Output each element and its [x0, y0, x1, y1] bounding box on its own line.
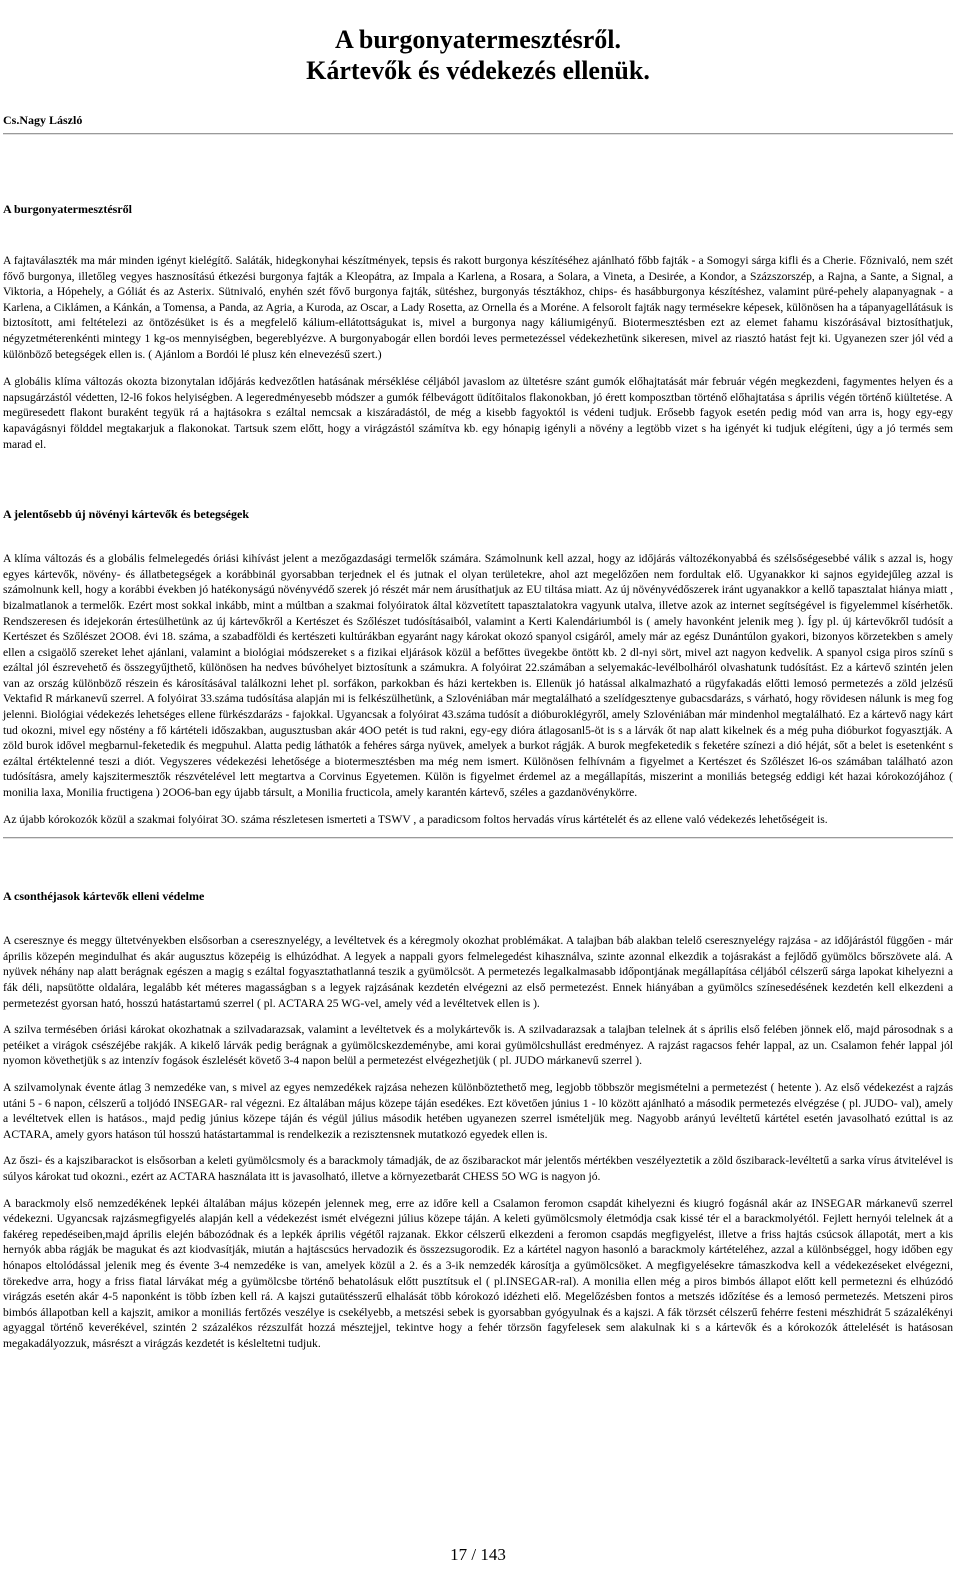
- paragraph: Az őszi- és a kajszibarackot is elsősorban a keleti gyümölcsmoly és a barackmoly támadják, de az őszibarackot már jelentős mértékben veszélyeztetik a zöld őszibarack-levéltetű a sarka vírus átvitelével is súlyos károkat tud okozni., ezért az ACTARA használata itt is javasolható, illetve a környezetbarát CHESS 5O WG is nagyon jó.: [3, 1154, 953, 1183]
- section-stone-fruit: [3, 889, 953, 1351]
- document-page: [3, 0, 953, 1351]
- document-title: [3, 24, 953, 86]
- paragraph: A klíma változás és a globális felmelegedés óriási kihívást jelent a mezőgazdasági termelők számára. Számolnunk kell azzal, hogy az időjárás változékonyabbá és szélsőségesebbé válik s azzal is, hogy egyes kártevők, növény- és állatbetegségek a korábbinál gyorsabban terjednek el és jutnak el olyan területekre, ahol azt megelőzően nem fordultak elő. Ugyanakkor ki sajnos egyidejűleg azzal is számolnunk kell, hogy a korábbi években jó hatékonyságú növényvédő szerek jó részét már nem árusíthatjuk az EU tiltása miatt. Az új növényvédőszerek iránt ugyanakkor a kellő tapasztalat hiánya miatt , bizalmatlanok a termelők. Ezért most sokkal inkább, mint a múltban a szakmai folyóiratok által közvetített tapasztalatokra vagyunk utalva, illetve azok az internet segítségével is figyelemmel kísérhetők. Rendszeresen és idejekorán értesülhetünk az új kártevőkről a Kertészet és Szőlészet tudósításaiból, valamint a Kerti Kalendáriumból is ( amely havonként jelenik meg ). Így pl. új kártevőkről tudósít a Kertészet és Szőlészet 2OO8. évi 18. száma, a szabadföldi és kertészeti kultúrákban egyaránt nagy károkat okozó spanyol csigáról, amely már az egész Dunántúlon gyakori, bizonyos körzetekben s amely ellen a csigaölő szereket lehet ajánlani, valamint a biológiai módszereket s a fizikai eljárások közül a befőttes üvegekbe öntött kb. 2 dl-nyi sört, mivel azt nagyon kedvelik. A spanyol csiga piros színű s ezáltal jól észrevehető és összegyűjthető, különösen ha nedves búvóhelyet biztosítunk a számukra. A folyóirat 22.számában a selyemakác-levélbolháról olvashatunk tudósítást. Ez a kártevő szintén jelen van az ország különböző részein és károsításával találkozni lehet pl. sorfákon, parkokban és házi kertekben is. Ellenük jó hatással alkalmazható a rügyfakadás előtti lemosó permetezés a zöld jelzésű Vektafid R márkanevű szerrel. A folyóirat 33.száma tudósítása alapján mi is felkészülhetünk, a Szlovéniában már megtalálható a szelídgesztenye gubacsdarázs, s várható, hogy rövidesen nálunk is meg fog jelenni. Biológiai védekezés lehetséges ellene fürkészdarázs - fajokkal. Ugyancsak a folyóirat 43.száma tudósít a dióburoklégyről, amely Szlovéniában már mindenhol megtalálható. Ez a kártevő nagy kárt tud okozni, mivel egy nőstény a fő kártételi időszakban, augusztusban akár 4OO petét is tud rakni, egy-egy dióra átlagosanl5-öt is s a lárvák őt nap alatt kikelnek és a még puha dióburkot fogyasztják. A zöld burok idővel megbarnul-feketedik és megpuhul. Alatta pedig láthatók a fehéres sárga nyüvek, amelyek a burkot rágják. A burok megfeketedik s feketére színezi a dió héját, sőt a belet is esetenként s ezáltal értéktelenné teszi a diót. Vegyszeres védekezési lehetősége a biotermesztésben ma még nem ismert. Különösen felhívnám a figyelmet a Kertészet és Szőlészet l6-os számában található azon tudósításra, amely kajszitermesztők részvételével lett megtartva a Corvinus Egyetemen. Külön is figyelmet érdemel az a megállapítás, miszerint a moniliás betegség eddigi két hazai kórokozójához ( monilia laxa, Monilia fructigena ) 2OO6-ban egy újabb társult, a Monilia fructicola, amely karantén kártevő, széles a gazdanövénykörre.: [3, 552, 953, 800]
- section-heading: A burgonyatermesztésről: [3, 202, 132, 216]
- paragraph: A fajtaválaszték ma már minden igényt kielégítő. Saláták, hidegkonyhai készítmények, tepsis és rakott burgonya készítéséhez ajánlható főbb fajták - a Somogyi sárga kifli és a Cherie. Főznivaló, nem szét fővő burgonya, illetőleg vegyes hasznosítású étkezési burgonya fajták a Kleopátra, az Impala a Karlena, a Rosara, a Solara, a Vineta, a Desirée, a Kondor, a Százszorszép, a Rajna, a Sante, a Signal, a Viktoria, a Hópehely, a Góliát és az Asterix. Sütnivaló, enyhén szét fővő burgonya fajták, sütéshez, burgonyás tésztákhoz, chips- és hasábburgonya készítéshez, valamint püré-pehely alapanyagnak - a Karlena, a Ciklámen, a Kánkán, a Tomensa, a Panda, az Agria, a Kuroda, az Oscar, a Lady Rosetta, az Ornella és a Moréne. A felsorolt fajták nagy termésekre képesek, különösen ha a tápanyagellátásuk is biztosított, ami feltételezi az öntözésüket is és a megfelelő kálium-ellátottságukat is, mivel a burgonya nagy káliumigényű. Biotermesztésben ezt az elemet fahamu kiszórásával biztosíthatjuk, négyzetméterenkénti mintegy 1 kg-os mennyiségben, begereblyézve. A burgonyabogár ellen bordói leves permetezéssel védekezhetünk sikeresen, mivel az riasztó hatást fejt ki. Ugyanezen szer jól véd a különböző betegségek ellen is. ( Ajánlom a Bordói lé plusz kén elnevezésű szert.): [3, 254, 953, 361]
- paragraph: A szilva termésében óriási károkat okozhatnak a szilvadarazsak, valamint a levéltetvek és a molykártevők is. A szilvadarazsak a talajban telelnek át s április első felében jönnek elő, majd párosodnak s a petéiket a virágok csészéjébe rakják. A kikelő lárvák pedig berágnak a gyümölcskezdeménybe, ami korai gyümölcshullást eredményez. A rajzást ragacsos fehér lappal, az un. Csalamon fehér lappal jól nyomon követhetjük s az intenzív fogások észlelését követő 3-4 napon belül a permetezést elvégezhetjük ( pl. JUDO márkanevű szerrel ).: [3, 1023, 953, 1068]
- paragraph: A globális klíma változás okozta bizonytalan időjárás kedvezőtlen hatásának mérséklése céljából javaslom az ültetésre szánt gumók előhajtatását már február végén megkezdeni, fagymentes helyen és a napsugárzástól védetten, l2-l6 fokos helyiségben. A legeredményesebb módszer a gumók félbevágott üdítőitalos flakonokban, jó érett komposztban történő előhajtatása s április végén történő kiültetése. A megüresedett flakont buraként tegyük rá a hajtásokra s ezáltal nemcsak a kiszáradástól, de még a kisebb fagyoktól is védeni tudjuk. Erősebb fagyok esetén pedig mód van arra is, hogy egy-egy kapavágásnyi földdel megtakarjuk a flakonokat. Tartsuk szem előtt, hogy a virágzástól számítva kb. egy hónapig igényli a növény a legtöbb vizet s ha igényét ki tudjuk elégíteni, úgy a jó termés sem marad el.: [3, 375, 953, 451]
- divider: [3, 837, 953, 839]
- title-line-2: Kártevők és védekezés ellenük.: [306, 56, 650, 85]
- author-name: Cs.Nagy László: [3, 113, 83, 127]
- paragraph: A szilvamolynak évente átlag 3 nemzedéke van, s mivel az egyes nemzedékek rajzása nehezen különböztethető meg, legjobb többször megismételni a permetezést ( hetente ). Az első védekezést a rajzás utáni 5 - 6 napon, célszerű a toljódó INSEGAR- ral végezni. Ez általában május közepe táján esedékes. Ezt követően június 1 - l0 között ajánlható a második permetezés elvégzése ( pl. JUDO- val), amely a levéltetvek ellen is hatásos., majd pedig június közepe táján és végül július második hetében ugyanezen szerrel ismételjük meg. Nagyobb arányú levéltetű kártétel esetén javasolható ezúttal is az ACTARA, amely gyors hatáson túl hosszú hatástartammal is rendelkezik a rezisztensnek mutatkozó egyedek ellen is.: [3, 1080, 953, 1141]
- paragraph: A cseresznye és meggy ültetvényekben elsősorban a cseresznyelégy, a levéltetvek és a kéregmoly okozhat problémákat. A talajban báb alakban telelő cseresznyelégy rajzása - az időjárástól függően - már április közepén megindulhat és akár augusztus közepéig is elhúzódhat. A legyek a nappali gyors felmelegedést kihasználva, szinte azonnal elkezdik a tojásrakást a fejlődő gyümölcs bőrszövete alá. A nyüvek néhány nap alatt berágnak egészen a magig s ezáltal fogyasztathatlanná teszik a gyümölcsöt. A permetezés legalkalmasabb időpontjának megállapítása céljából célszerű sárga lapokat kihelyezni a fák déli, napsütötte oldalára, legalább két méteres magasságban s a legyek rajzásának kezdetén elvégezni az első permetezést. Ennek hiányában a gyümölcs színesedésének kezdetén kell elkezdeni a permetezést gyorsan ható, hosszú hatástartamú szerrel ( pl. ACTARA 25 WG-vel, amely véd a levéltetvek ellen is ).: [3, 934, 953, 1010]
- paragraph: Az újabb kórokozók közül a szakmai folyóirat 3O. száma részletesen ismerteti a TSWV , a paradicsom foltos hervadás vírus kártételét és az ellene való védekezés lehetőségeit is.: [3, 812, 828, 826]
- title-line-1: A burgonyatermesztésről.: [335, 25, 621, 54]
- section-potato: [3, 202, 953, 452]
- section-heading: A jelentősebb új növényi kártevők és betegségek: [3, 507, 249, 522]
- page-number: 17 / 143: [450, 1545, 506, 1564]
- section-heading: A csonthéjasok kártevők elleni védelme: [3, 889, 205, 904]
- section-pests: [3, 507, 953, 839]
- divider: [3, 133, 953, 135]
- paragraph: A barackmoly első nemzedékének lepkéi általában május közepén jelennek meg, erre az időre kell a Csalamon feromon csapdát kihelyezni és kiugró fogásnál akár az INSEGAR márkanevű szerrel védekezni. Ugyancsak rajzásmegfigyelés alapján kell a védekezést ismét elvégezni július közepe táján. A keleti gyümölcsmoly életmódja csak kissé tér el a barackmolyétól. Fejlett hernyói telelnek át a fakéreg repedéseiben,majd április elején bábozódnak és a lepkék április végétől rajzanak. Ekkor célszerű elkezdeni a feromon csapdás megfigyelést, illetve a friss hajtás csúcsok állapotát, mert a kis hernyók abba rágják be magukat és azt kiodvasítják, miután a hajtáscsúcs hervadozik és összezsugorodik. Ez a kártétel nagyon hasonló a barackmoly kártételéhez, azzal a különbséggel, hogy időben egy hónapos eltolódással jelenik meg és évente 3-4 nemzedéke is van, amelyek közül a 2. és a 3-ik nemzedék károsítja a gyümölcsöket. A megfigyelésekre támaszkodva kell a védekezéseket elvégezni, törekedve arra, hogy a friss fiatal lárvákat még a gyümölcsbe történő behatolásuk előtt pusztítsuk el ( pl.INSEGAR-ral). A monilia ellen még a piros bimbós állapot előtt kell permetezni és elhúzódó virágzás esetén akár 4-5 naponként is több ízben kell rá. A kajszi gutaütésszerű elhalását több kórokozó idézheti elő. Megelőzésben fontos a metszés időzítése és a lemosó permetezés. Metszeni piros bimbós állapotban kell a kajszit, amikor a moniliás fertőzés veszélye is csekélyebb, a metszési sebek is gyorsabban gyógyulnak és a kajszi. A fák törzsét célszerű fehérre festeni mészhidrát 5 százalékényi agyaggal történő keverékével, szintén 2 százalékos rézszulfát hozzá mésztejjel, tekintve hogy a fehér törzsön fagyfelesek sem alakulnak ki s a kártevők és a kórokozók áttelelését is hatásosan megakadályozzuk, másrészt a virágzás kezdetét is késleltetni tudjuk.: [3, 1196, 953, 1350]
